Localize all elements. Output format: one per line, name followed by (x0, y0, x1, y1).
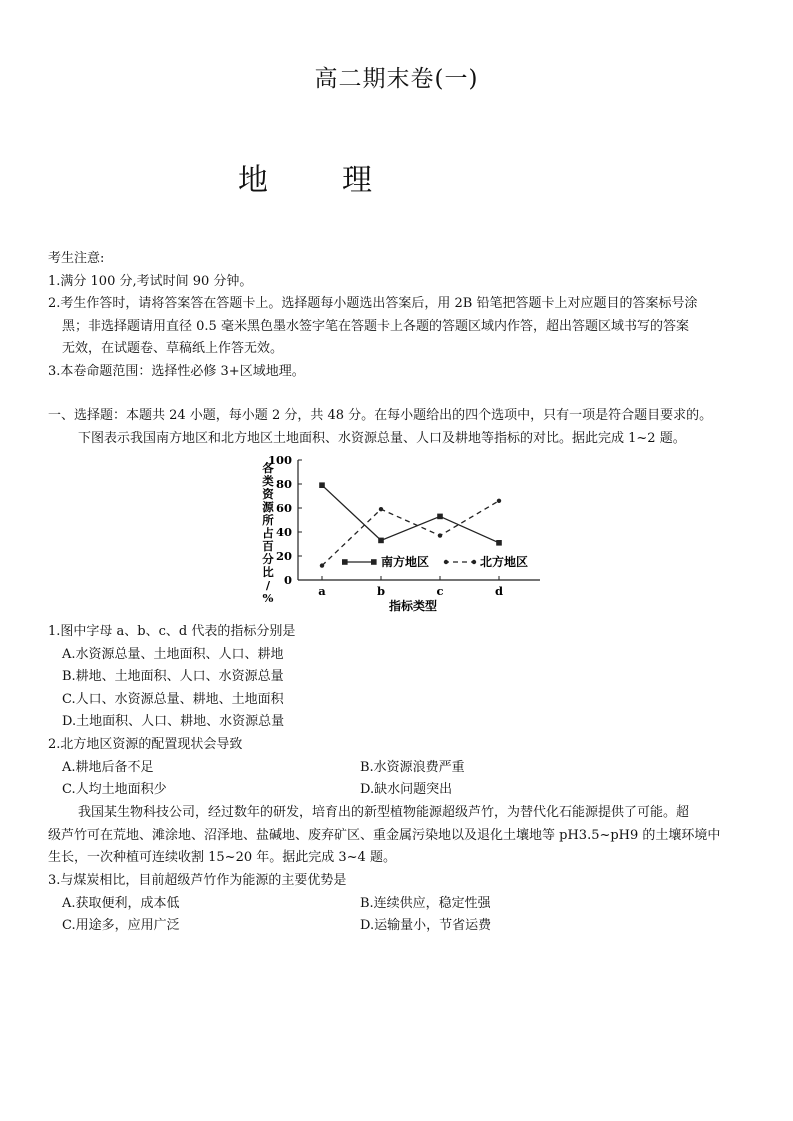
x-axis-label: 指标类型 (388, 599, 438, 613)
y-axis-label-char: 类 (262, 474, 274, 488)
exam-title: 高二期末卷(一) (314, 66, 479, 92)
question-stem: 1.图中字母 a、b、c、d 代表的指标分别是 (48, 624, 296, 639)
passage-line: 级芦竹可在荒地、滩涂地、沼泽地、盐碱地、废弃矿区、重金属污染地以及退化土壤地等 pH3.5~pH9 的土壤环境中 (48, 827, 721, 843)
question-1 (48, 621, 748, 734)
option-a[interactable]: A.水资源总量、土地面积、人口、耕地 (62, 646, 284, 662)
passage-line: 生长，一次种植可连续收割 15~20 年。据此完成 3~4 题。 (48, 850, 396, 865)
option-b[interactable]: B.耕地、土地面积、人口、水资源总量 (62, 669, 284, 684)
y-axis-label-char: / (265, 578, 271, 592)
legend-north-marker (444, 560, 448, 564)
north-data-point (320, 563, 324, 567)
south-data-point (496, 540, 502, 546)
y-tick-label: 80 (275, 477, 292, 491)
notice-heading: 考生注意: (48, 251, 105, 266)
line-chart (250, 452, 545, 617)
y-axis-label-char: 源 (262, 500, 274, 514)
y-axis-label-char: 资 (262, 487, 274, 501)
legend-south-label: 南方地区 (381, 555, 430, 569)
south-series-line (322, 485, 499, 543)
y-axis-label-char: % (262, 591, 274, 605)
legend-north-label: 北方地区 (480, 555, 529, 569)
subject-title: 地 理 (238, 163, 394, 198)
notice-item: 1.满分 100 分,考试时间 90 分钟。 (48, 273, 253, 289)
y-axis-label-char: 百 (262, 539, 274, 553)
notice-item: 3.本卷命题范围：选择性必修 3+区域地理。 (48, 363, 305, 379)
option-c[interactable]: C.人均土地面积少 (62, 782, 167, 797)
option-d[interactable]: D.运输量小，节省运费 (360, 918, 492, 933)
notice-item: 黑；非选择题请用直径 0.5 毫米黑色墨水签字笔在答题卡上各题的答题区域内作答，超出答题区域书写的答案 (62, 318, 689, 334)
option-c[interactable]: C.用途多，应用广泛 (62, 918, 180, 933)
north-data-point (379, 507, 383, 511)
option-d[interactable]: D.缺水问题突出 (360, 782, 453, 797)
passage-2 (48, 802, 753, 870)
question-stem: 3.与煤炭相比，目前超级芦竹作为能源的主要优势是 (48, 873, 347, 888)
legend-north-marker (472, 560, 476, 564)
y-tick-label: 100 (267, 453, 292, 467)
section-1 (48, 405, 748, 450)
y-tick-label: 0 (283, 573, 292, 587)
south-data-point (437, 514, 443, 520)
notice-item: 2.考生作答时，请将答案答在答题卡上。选择题每小题选出答案后，用 2B 铅笔把答题卡上对应题目的答案标号涂 (48, 296, 698, 311)
option-b[interactable]: B.连续供应，稳定性强 (360, 896, 491, 911)
south-data-point (378, 538, 384, 544)
passage-intro: 下图表示我国南方地区和北方地区土地面积、水资源总量、人口及耕地等指标的对比。据此完成 1~2 题。 (78, 430, 686, 446)
notice-item: 无效，在试题卷、草稿纸上作答无效。 (62, 341, 284, 356)
option-c[interactable]: C.人口、水资源总量、耕地、土地面积 (62, 691, 284, 707)
chart-legend (342, 554, 528, 569)
legend-south-marker (342, 559, 348, 565)
y-axis-label-char: 各 (262, 461, 274, 475)
legend-south-marker (371, 559, 377, 565)
y-axis-label (262, 461, 274, 605)
chart-svg (250, 452, 545, 617)
y-axis-label-char: 所 (262, 513, 274, 527)
option-d[interactable]: D.土地面积、人口、耕地、水资源总量 (62, 714, 285, 729)
option-a[interactable]: A.耕地后备不足 (62, 760, 154, 775)
south-data-point (319, 482, 325, 488)
north-data-point (438, 533, 442, 537)
y-tick-label: 40 (275, 525, 292, 539)
passage-line: 我国某生物科技公司，经过数年的研发，培育出的新型植物能源超级芦竹，为替代化石能源提供了可能。超 (78, 805, 690, 820)
north-data-point (497, 499, 501, 503)
y-axis-label-char: 分 (262, 552, 274, 566)
x-tick-label: c (436, 584, 444, 598)
y-axis-label-char: 比 (262, 565, 274, 579)
x-tick-label: b (376, 584, 386, 598)
x-tick-label: a (318, 584, 326, 598)
section-heading: 一、选择题：本题共 24 小题，每小题 2 分，共 48 分。在每小题给出的四个选项中，只有一项是符合题目要求的。 (48, 408, 713, 423)
y-tick-label: 60 (275, 501, 292, 515)
option-b[interactable]: B.水资源浪费严重 (360, 760, 465, 775)
notice-section (48, 248, 748, 383)
option-a[interactable]: A.获取便利，成本低 (62, 896, 180, 911)
y-tick-label: 20 (275, 549, 292, 563)
question-stem: 2.北方地区资源的配置现状会导致 (48, 737, 243, 752)
y-axis-label-char: 占 (262, 526, 274, 540)
x-tick-label: d (494, 584, 504, 598)
